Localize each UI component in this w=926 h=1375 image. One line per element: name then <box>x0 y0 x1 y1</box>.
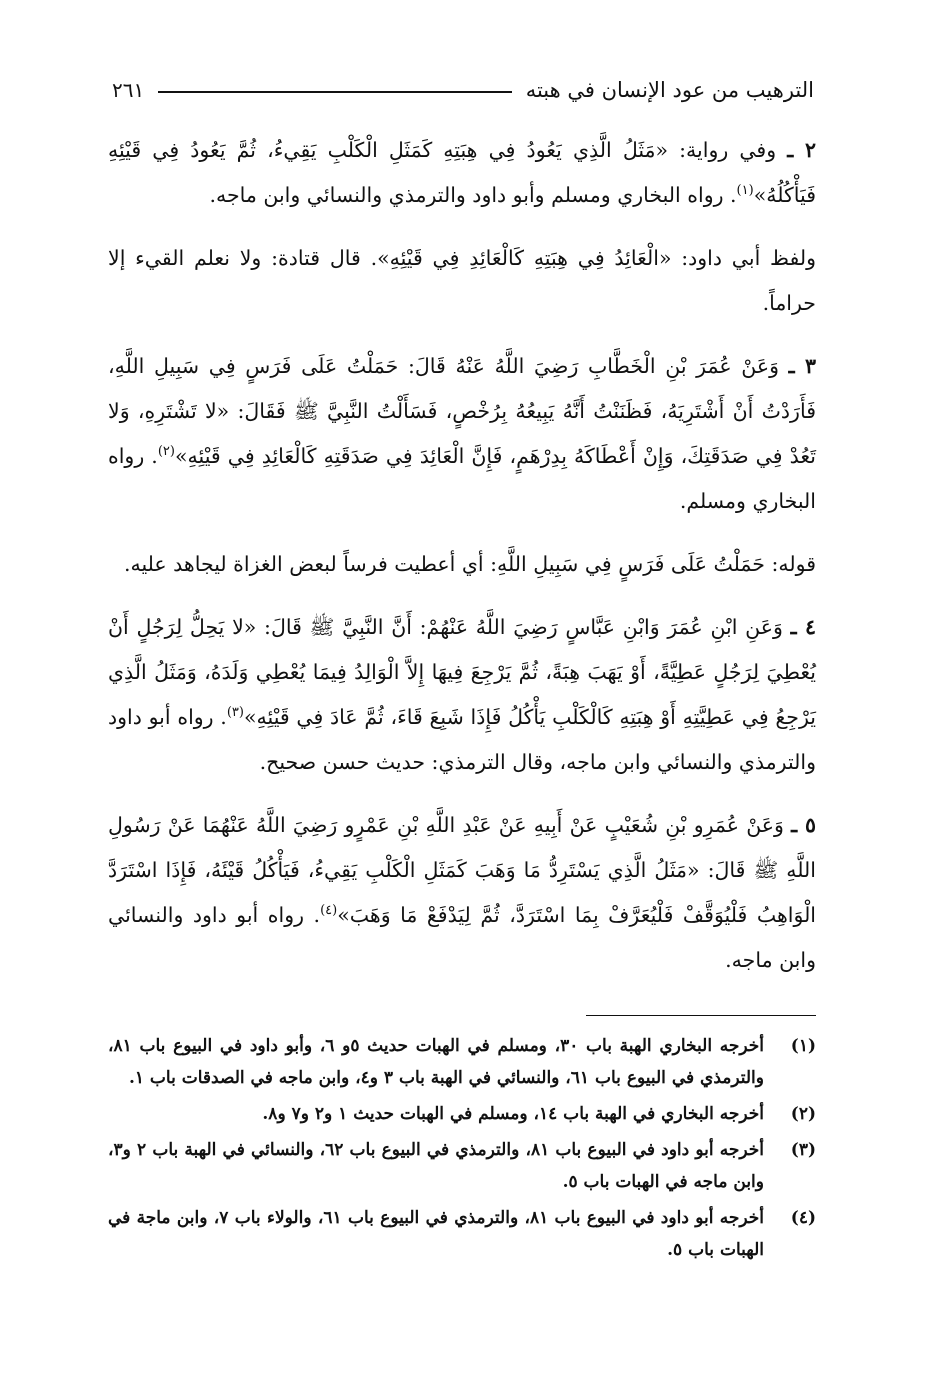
hadith-4 <box>108 605 816 785</box>
hadith-3 <box>108 344 816 524</box>
footnote-number: (٢) <box>790 1104 816 1124</box>
footnote-ref[interactable]: (٤) <box>320 903 338 919</box>
header-rule <box>158 91 511 93</box>
hadith-source: . رواه أبو داود والترمذي والنسائي وابن ماجه، وقال الترمذي: حديث حسن صحيح. <box>108 705 816 774</box>
footnote-ref[interactable]: (١) <box>736 183 754 199</box>
footnote-item <box>108 1030 816 1094</box>
footnote-number: (١) <box>790 1036 816 1056</box>
hadith-number: ٥ ـ <box>791 813 816 837</box>
footnote-item <box>108 1202 816 1266</box>
hadith-text: وَعَنِ ابْنِ عُمَرَ وَابْنِ عَبَّاسٍ رَضِيَ اللَّهُ عَنْهُمْ: أَنَّ النَّبِيَّ ﷺ قَالَ: «لا يَحِلُّ لِرَجُلٍ أَنْ يُعْطِيَ لِرَجُلٍ عَطِيَّةً، أَوْ يَهَبَ هِبَةً، ثُمَّ يَرْجِعَ فِيهَا إِلاَّ الْوَالِدُ فِيمَا يُعْطِي وَلَدَهُ، وَمَثَلُ الَّذِي يَرْجِعُ فِي عَطِيَّتِهِ أَوْ هِبَتِهِ كَالْكَلْبِ يَأْكُلُ فَإِذَا شَبِعَ قَاءَ، ثُمَّ عَادَ فِي قَيْئِهِ» <box>108 615 816 729</box>
footnotes <box>108 1030 816 1270</box>
hadith-number: ٤ ـ <box>790 615 816 639</box>
footnote-text: أخرجه أبو داود في البيوع باب ٨١، والترمذي في البيوع باب ٦١، والولاء باب ٧، وابن ماجة في الهبات باب ٥. <box>108 1208 764 1260</box>
footnote-ref[interactable]: (٢) <box>157 444 175 460</box>
hadith-text: قوله: حَمَلْتُ عَلَى فَرَسٍ فِي سَبِيلِ اللَّهِ: أي أعطيت فرساً لبعض الغزاة ليجاهد عليه. <box>123 552 816 576</box>
hadith-source: . رواه البخاري ومسلم وأبو داود والترمذي والنسائي وابن ماجه. <box>209 183 737 207</box>
hadith-number: ٢ ـ <box>787 138 816 162</box>
hadith-text: وَعَنْ عُمَرِو بْنِ شُعَيْبٍ عَنْ أَبِيهِ عَنْ عَبْدِ اللَّهِ بْنِ عَمْرٍو رَضِيَ اللَّهُ عَنْهُمَا عَنْ رَسُولِ اللَّهِ ﷺ قَالَ: «مَثَلُ الَّذِي يَسْتَرِدُّ مَا وَهَبَ كَمَثَلِ الْكَلْبِ يَقِيءُ، فَيَأْكُلُ قَيْئَهُ، فَإِذَا اسْتَرَدَّ الْوَاهِبُ فَلْيُوَقَّفْ فَلْيُعَرَّفْ بِمَا اسْتَرَدَّ، ثُمَّ لِيَدْفَعْ مَا وَهَبَ» <box>108 813 817 927</box>
footnote-number: (٣) <box>790 1140 816 1160</box>
chapter-title: الترهيب من عود الإنسان في هبته <box>525 78 814 102</box>
footnote-ref[interactable]: (٣) <box>226 705 244 721</box>
page-number: ٢٦١ <box>112 78 145 102</box>
hadith-2 <box>108 128 816 218</box>
footnote-text: أخرجه أبو داود في البيوع باب ٨١، والترمذي في البيوع باب ٦٢، والنسائي في الهبة باب ٢ و٣، وابن ماجه في الهبات باب ٥. <box>108 1140 764 1192</box>
footnote-text: أخرجه البخاري الهبة باب ٣٠، ومسلم في الهبات حديث ٥و ٦، وأبو داود في البيوع باب ٨١، والترمذي في البيوع باب ٦١، والنسائي في الهبة باب ٣ و٤، وابن ماجه في الصدقات باب ١. <box>108 1036 764 1088</box>
explanation <box>108 542 816 587</box>
hadith-source: . رواه البخاري ومسلم. <box>108 444 816 513</box>
footnote-item <box>108 1098 816 1130</box>
footnote-number: (٤) <box>790 1208 816 1228</box>
hadith-text: ولفظ أبي داود: «الْعَائِدُ فِي هِبَتِهِ كَالْعَائِدِ فِي قَيْئِهِ». قال قتادة: ولا نعلم القيء إلا حراماً. <box>108 246 816 315</box>
hadith-source: . رواه أبو داود والنسائي وابن ماجه. <box>108 903 816 972</box>
hadith-text: وفي رواية: «مَثَلُ الَّذِي يَعُودُ فِي هِبَتِهِ كَمَثَلِ الْكَلْبِ يَقِيءُ، ثُمَّ يَعُودُ فِي قَيْئِهِ فَيَأْكُلُهُ» <box>108 138 816 207</box>
hadith-number: ٣ ـ <box>788 354 816 378</box>
abu-dawud-wording <box>108 236 816 326</box>
footnote-text: أخرجه البخاري في الهبة باب ١٤، ومسلم في الهبات حديث ١ و٢ و٧ و٨. <box>262 1104 764 1124</box>
main-text <box>108 128 816 983</box>
footnote-separator <box>586 1015 816 1016</box>
running-header <box>112 70 814 110</box>
hadith-5 <box>108 803 816 983</box>
footnote-item <box>108 1134 816 1198</box>
hadith-text: وَعَنْ عُمَرَ بْنِ الْخَطَّابِ رَضِيَ اللَّهُ عَنْهُ قَالَ: حَمَلْتُ عَلَى فَرَسٍ فِي سَبِيلِ اللَّهِ، فَأَرَدْتُ أَنْ أَشْتَرِيَهُ، فَظَنَنْتُ أَنَّهُ يَبِيعُهُ بِرُخْصٍ، فَسَأَلْتُ النَّبِيَّ ﷺ فَقَالَ: «لا تَشْتَرِهِ، وَلا تَعُدْ فِي صَدَقَتِكَ، وَإِنْ أَعْطَاكَهُ بِدِرْهَمٍ، فَإِنَّ الْعَائِدَ فِي صَدَقَتِهِ كَالْعَائِدِ فِي قَيْئِهِ» <box>108 354 816 468</box>
